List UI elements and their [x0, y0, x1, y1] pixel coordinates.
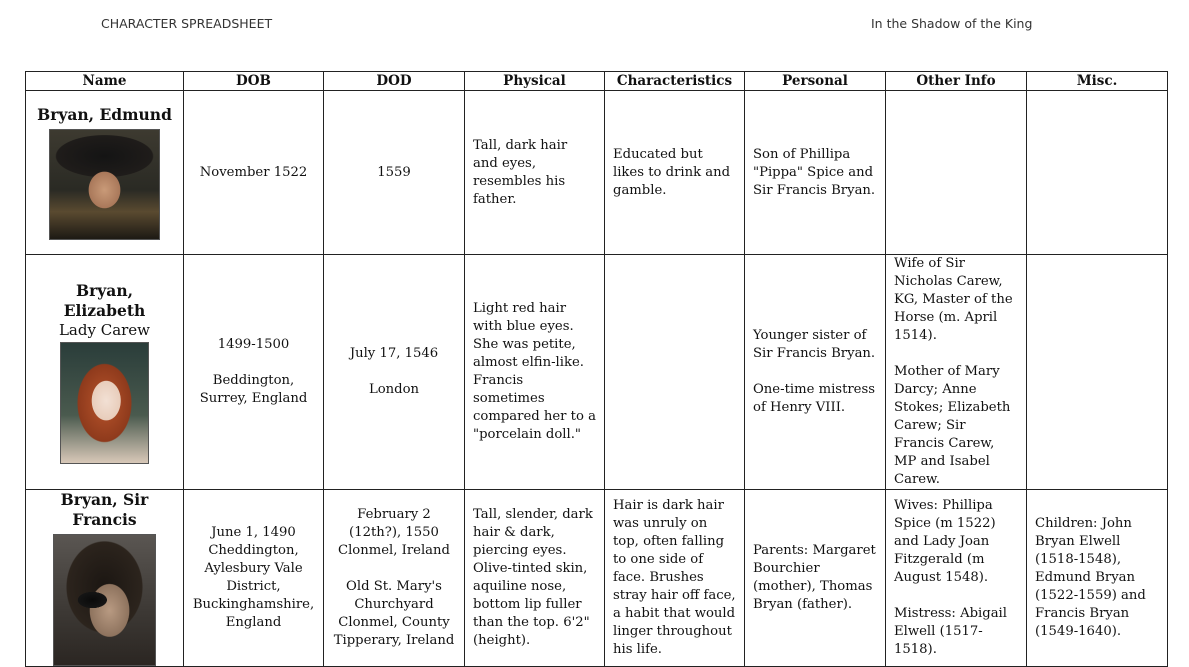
column-header-characteristics: Characteristics	[605, 72, 745, 91]
personal-text: Parents: Margaret Bourchier (mother), Thomas Bryan (father).	[753, 543, 876, 612]
personal-cell	[745, 255, 886, 490]
dod-date: July 17, 1546	[349, 346, 439, 361]
portrait-image	[49, 129, 160, 240]
misc-cell	[1027, 91, 1168, 255]
table-row	[26, 255, 1168, 490]
characteristics-cell	[605, 255, 745, 490]
portrait-image	[53, 534, 156, 666]
dod-place: Old St. Mary's Churchyard Clonmel, County Tipperary, Ireland	[333, 579, 455, 648]
document-header-right: In the Shadow of the King	[871, 16, 1033, 31]
table-row	[26, 490, 1168, 667]
physical-cell	[465, 91, 605, 255]
other-info-text: Mistress: Abigail Elwell (1517-1518).	[894, 606, 1007, 657]
name-cell	[26, 91, 184, 255]
physical-text: Tall, dark hair and eyes, resembles his father.	[473, 137, 568, 207]
column-header-dod: DOD	[324, 72, 465, 91]
physical-cell	[465, 490, 605, 667]
document-header-left: CHARACTER SPREADSHEET	[101, 16, 273, 31]
other-info-text: Wives: Phillipa Spice (m 1522) and Lady Joan Fitzgerald (m August 1548).	[894, 498, 996, 585]
physical-cell	[465, 255, 605, 490]
characteristics-cell	[605, 91, 745, 255]
other-info-text: Mother of Mary Darcy; Anne Stokes; Elizabeth Carew; Sir Francis Carew, MP and Isabel Carew.	[894, 364, 1011, 487]
personal-text: One-time mistress of Henry VIII.	[753, 382, 876, 415]
column-header-physical: Physical	[465, 72, 605, 91]
physical-text: Tall, slender, dark hair & dark, piercing eyes. Olive-tinted skin, aquiline nose, bottom lip fuller than the top. 6'2" (height).	[473, 507, 593, 648]
dod-place: London	[368, 382, 420, 397]
character-name: Bryan, Edmund	[37, 105, 172, 124]
portrait-image	[60, 342, 149, 464]
dob-cell	[184, 255, 324, 490]
other-info-text: Wife of Sir Nicholas Carew, KG, Master of the Horse (m. April 1514).	[894, 256, 1013, 343]
dod-date: February 2 (12th?), 1550 Clonmel, Ireland	[338, 507, 450, 558]
dob-cell	[184, 91, 324, 255]
misc-cell	[1027, 490, 1168, 667]
characteristics-cell	[605, 490, 745, 667]
dob-text: November 1522	[199, 164, 308, 180]
header-row	[26, 72, 1168, 91]
personal-cell	[745, 91, 886, 255]
character-title: Lady Carew	[58, 320, 151, 339]
physical-text: Light red hair with blue eyes. She was petite, almost elfin-like. Francis sometimes compared her to a "porcelain doll."	[473, 301, 596, 442]
misc-text: Children: John Bryan Elwell (1518-1548), Edmund Bryan (1522-1559) and Francis Bryan (1549-1640).	[1035, 516, 1146, 639]
characteristics-text: Educated but likes to drink and gamble.	[613, 146, 731, 198]
table-row	[26, 91, 1168, 255]
dob-cell	[184, 490, 324, 667]
personal-cell	[745, 490, 886, 667]
column-header-dob: DOB	[184, 72, 324, 91]
dod-text: 1559	[377, 164, 411, 180]
other-info-cell	[886, 255, 1027, 490]
name-cell	[26, 255, 184, 490]
dob-place: Beddington, Surrey, England	[199, 373, 308, 406]
personal-text: Son of Phillipa "Pippa" Spice and Sir Francis Bryan.	[753, 146, 876, 198]
character-name: Bryan, Sir Francis	[60, 490, 149, 529]
column-header-misc: Misc.	[1027, 72, 1168, 91]
misc-cell	[1027, 255, 1168, 490]
dob-date: 1499-1500	[217, 337, 290, 352]
other-info-cell	[886, 91, 1027, 255]
personal-text: Younger sister of Sir Francis Bryan.	[753, 328, 876, 361]
other-info-cell	[886, 490, 1027, 667]
character-table	[25, 71, 1168, 667]
column-header-other-info: Other Info	[886, 72, 1027, 91]
name-cell	[26, 490, 184, 667]
dob-text: June 1, 1490 Cheddington, Aylesbury Vale District, Buckinghamshire, England	[192, 525, 315, 630]
dod-cell	[324, 490, 465, 667]
dod-cell	[324, 91, 465, 255]
character-name: Bryan, Elizabeth	[63, 280, 146, 320]
dod-cell	[324, 255, 465, 490]
characteristics-text: Hair is dark hair was unruly on top, often falling to one side of face. Brushes stray hair off face, a habit that would linger throughout his life.	[613, 498, 736, 657]
column-header-name: Name	[26, 72, 184, 91]
column-header-personal: Personal	[745, 72, 886, 91]
